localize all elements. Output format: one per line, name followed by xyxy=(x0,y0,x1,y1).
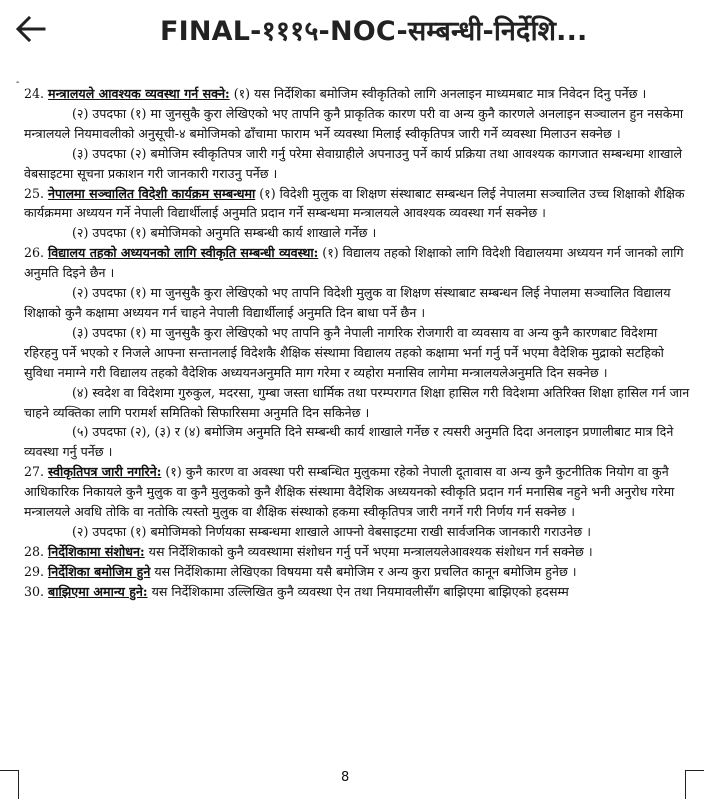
section-number: 24. xyxy=(24,86,45,101)
top-bar xyxy=(0,0,720,59)
subsection-text: (४) स्वदेश वा विदेशमा गुरुकुल, मदरसा, गुम्बा जस्ता धार्मिक तथा परम्परागत शिक्षा हासिल गरी विदेशमा अतिरिक्त शिक्षा हासिल गर्न जान चाहने व्यक्तिका लागि परामर्श समितिको सिफारिसमा अनुमति दिन सकिनेछ । xyxy=(24,384,690,420)
section-heading: स्वीकृतिपत्र जारी नगरिने: xyxy=(48,464,162,480)
document-page xyxy=(0,58,720,801)
page-number: 8 xyxy=(341,770,350,785)
document-title: FINAL-१११५-NOC-सम्बन्धी-निर्देशि... xyxy=(160,15,588,47)
section-heading: विद्यालय तहको अध्ययनको लागि स्वीकृति सम्बन्धी व्यवस्था: xyxy=(48,245,319,261)
section-number: 27. xyxy=(24,464,45,480)
arrow-left-icon xyxy=(14,14,48,44)
margin-mark: - xyxy=(16,77,20,88)
section-item xyxy=(24,542,692,562)
section-number: 25. xyxy=(24,185,45,201)
section-text: (१) कुनै कारण वा अवस्था परी सम्बन्धित मुलुकमा रहेको नेपाली दूतावास वा अन्य कुनै कुटनीतिक नियोग वा कुनै आधिकारिक निकायले कुनै मुलुक वा कुनै मुलुकको कुनै शैक्षिक संस्थामा वैदेशिक अध्ययनको स्वीकृति प्रदान गर्न मनासिब नहुने भनी अनुरोध गरेमा मन्त्रालयले अवधि तोकि वा नतोकि त्यस्तो मुलुक वा शैक्षिक संस्थाको हकमा स्वीकृतिपत्र जारी नगर्ने गरी निर्णय गर्न सक्नेछ । xyxy=(24,464,675,520)
section-heading: बाझिएमा अमान्य हुने: xyxy=(48,583,148,599)
section-text: (१) यस निर्देशिका बमोजिम स्वीकृतिको लागि अनलाइन माध्यमबाट मात्र निवेदन दिनु पर्नेछ । xyxy=(229,86,647,101)
section-heading: निर्देशिकामा संशोधन: xyxy=(48,543,145,559)
section-text: (१) विद्यालय तहको शिक्षाको लागि विदेशी विद्यालयमा अध्ययन गर्न जानको लागि अनुमति दिइने छैन । xyxy=(24,245,684,281)
section-number: 29. xyxy=(24,563,45,579)
section-item xyxy=(24,84,692,104)
subsection-text: (३) उपदफा (२) बमोजिम स्वीकृतिपत्र जारी गर्नु परेमा सेवाग्राहीले अपनाउनु पर्ने कार्य प्रक्रिया तथा आवश्यक कागजात सम्बन्धमा शाखाले वेबसाइटमा सूचना प्रकाशन गरी जानकारी गराउनु पर्नेछ । xyxy=(24,145,683,181)
section-item xyxy=(24,582,692,602)
subsection-text: (२) उपदफा (१) बमोजिमको अनुमति सम्बन्धी कार्य शाखाले गर्नेछ । xyxy=(72,225,377,241)
section-heading: निर्देशिका बमोजिम हुने xyxy=(48,563,151,579)
subsection-text: (३) उपदफा (१) मा जुनसुकै कुरा लेखिएको भए तापनि कुनै नेपाली नागरिक रोजगारी वा व्यवसाय वा अन्य कुनै कारणबाट विदेशमा रहिरहनु पर्ने भएको र निजले आफ्ना सन्तानलाई विदेशकै शैक्षिक संस्थामा विद्यालय तहको कक्षामा भर्ना गर्नु पर्ने भएमा वैदेशिक मुद्राको सटहिको सुविधा नमाग्ने गरी विद्यालय तहको वैदेशिक अध्ययनअनुमति माग गरेमा र व्यहोरा मनासिव लागेमा मन्त्रालयलेअनुमति दिन सक्नेछ । xyxy=(24,324,664,380)
document-body xyxy=(24,84,692,602)
section-text: (१) विदेशी मुलुक वा शिक्षण संस्थाबाट सम्बन्धन लिई नेपालमा सञ्चालित उच्च शिक्षाको शैक्षिक कार्यक्रममा अध्ययन गर्ने नेपाली विद्यार्थीलाई अनुमति प्रदान गर्ने सम्बन्धमा मन्त्रालयले आवश्यक व्यवस्था गर्न सक्नेछ । xyxy=(24,185,685,221)
section-number: 28. xyxy=(24,543,45,559)
section-item xyxy=(24,184,692,224)
section-heading: नेपालमा सञ्चालित विदेशी कार्यक्रम सम्बन्धमा xyxy=(48,185,256,201)
page-corner-right xyxy=(685,770,704,799)
subsection-text: (२) उपदफा (१) मा जुनसुकै कुरा लेखिएको भए तापनि कुनै प्राकृतिक कारण परी वा अन्य कुनै कारणले अनलाइन सञ्चालन हुन नसकेमा मन्त्रालयले नियमावलीको अनुसूची-४ बमोजिमको ढाँचामा फाराम भर्ने व्यवस्था मिलाई स्वीकृतिपत्र जारी गर्ने व्यवस्था मिलाउन सक्नेछ । xyxy=(24,105,684,141)
section-text: यस निर्देशिकाको कुनै व्यवस्थामा संशोधन गर्नु पर्ने भएमा मन्त्रालयलेआवश्यक संशोधन गर्न सक्नेछ । xyxy=(144,543,593,559)
section-number: 26. xyxy=(24,245,45,261)
subsection-text: (५) उपदफा (२), (३) र (४) बमोजिम अनुमति दिने सम्बन्धी कार्य शाखाले गर्नेछ र त्यसरी अनुमति दिदा अनलाइन प्रणालीबाट मात्र दिने व्यवस्था गर्नु पर्नेछ । xyxy=(24,424,674,460)
section-text: यस निर्देशिकामा लेखिएका विषयमा यसै बमोजिम र अन्य कुरा प्रचलित कानून बमोजिम हुनेछ । xyxy=(150,563,577,579)
section-number: 30. xyxy=(24,583,45,599)
section-item xyxy=(24,462,692,522)
section-item xyxy=(24,562,692,582)
section-item xyxy=(24,243,692,283)
subsection-text: (२) उपदफा (१) बमोजिमको निर्णयका सम्बन्धमा शाखाले आफ्नो वेबसाइटमा राखी सार्वजनिक जानकारी गराउनेछ । xyxy=(72,523,591,539)
subsection-text: (२) उपदफा (१) मा जुनसुकै कुरा लेखिएको भए तापनि विदेशी मुलुक वा शिक्षण संस्थाबाट सम्बन्धन लिई नेपालमा सञ्चालित विद्यालय शिक्षाको कुनै कक्षामा अध्ययन गर्न चाहने नेपाली विद्यार्थीलाई अनुमति दिन बाधा पर्ने छैन । xyxy=(24,285,671,320)
section-heading: मन्त्रालयले आवश्यक व्यवस्था गर्न सक्ने: xyxy=(48,86,230,101)
back-button[interactable] xyxy=(0,0,62,58)
page-corner-left xyxy=(0,770,19,799)
section-text: यस निर्देशिकामा उल्लिखित कुनै व्यवस्था ऐन तथा नियमावलीसँग बाझिएमा बाझिएको हदसम्म xyxy=(147,583,569,599)
